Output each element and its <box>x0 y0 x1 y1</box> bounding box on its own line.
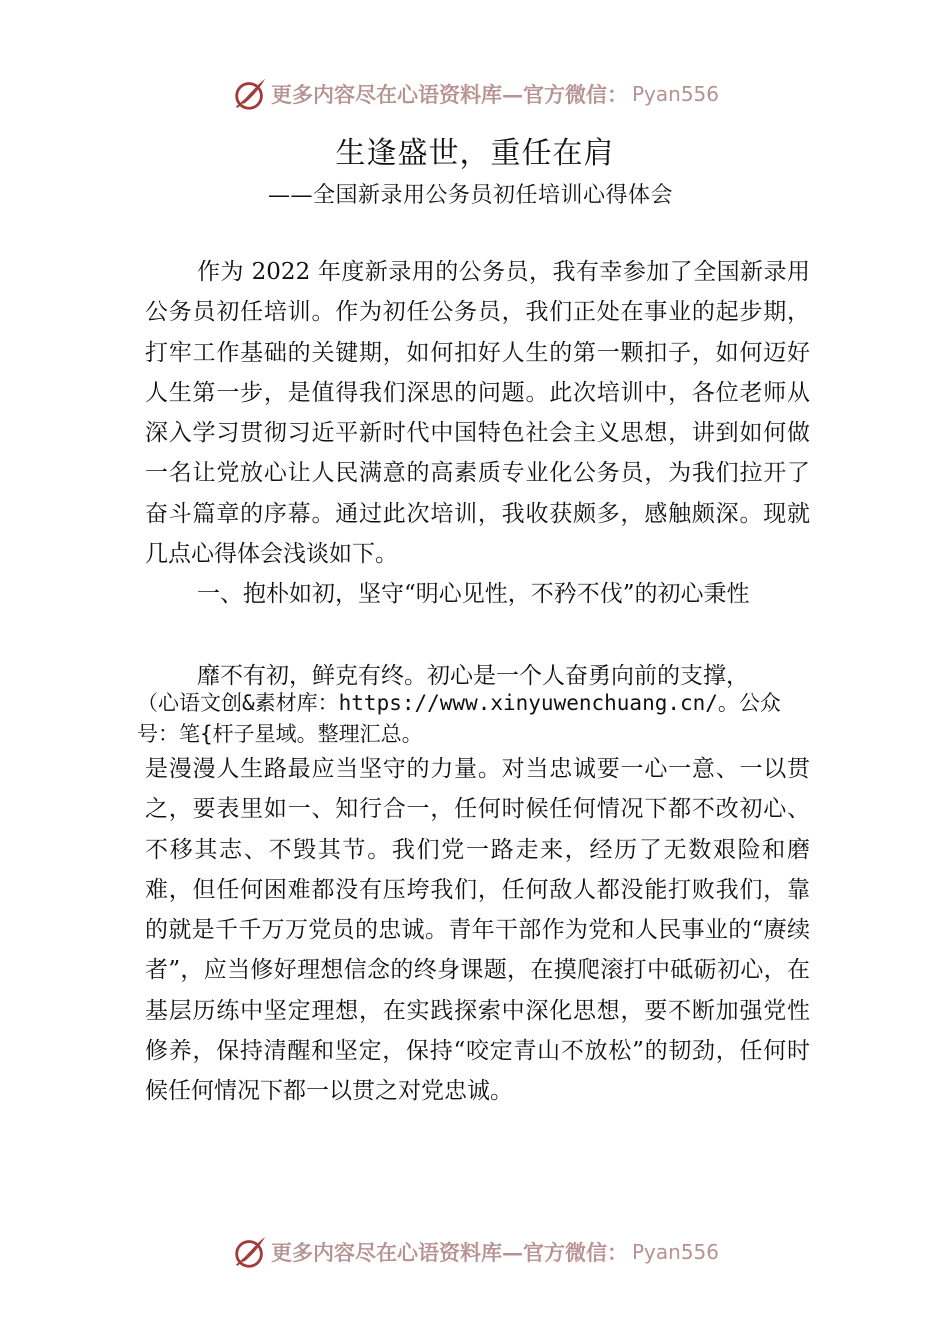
source-note: （心语文创&素材库：https://www.xinyuwenchuang.cn/。公众号：笔{杆子星域。整理汇总。 <box>137 691 781 746</box>
document-subtitle: ——全国新录用公务员初任培训心得体会 <box>268 183 674 208</box>
banner-wechat-id: Pyan556 <box>631 82 719 106</box>
paragraph-2-start: 靡不有初，鲜克有终。初心是一个人奋勇向前的支撑， <box>197 663 749 689</box>
paragraph-intro: 作为 2022 年度新录用的公务员，我有幸参加了全国新录用公务员初任培训。作为初任公务员，我们正处在事业的起步期，打牢工作基础的关键期，如何扣好人生的第一颗扣子，如何迈好人生第一步，是值得我们深思的问题。此次培训中，各位老师从深入学习贯彻习近平新时代中国特色社会主义思想，讲到如何做一名让党放心让人民满意的高素质专业化公务员，为我们拉开了奋斗篇章的序幕。通过此次培训，我收获颇多，感触颇深。现就几点心得体会浅谈如下。 <box>145 259 810 568</box>
body-section-2-rest <box>145 749 810 1112</box>
quill-logo-icon <box>231 1233 269 1271</box>
footer-banner <box>0 1230 950 1274</box>
document-title: 生逢盛世，重任在肩 <box>335 136 615 171</box>
section-heading-1: 一、抱朴如初，坚守“明心见性，不矜不伐”的初心秉性 <box>197 581 750 608</box>
header-banner <box>0 72 950 116</box>
banner-text: 更多内容尽在心语资料库—官方微信： <box>270 1240 628 1265</box>
body-section-1 <box>145 252 810 615</box>
banner-wechat-id: Pyan556 <box>631 1240 719 1264</box>
paragraph-2-rest: 是漫漫人生路最应当坚守的力量。对当忠诚要一心一意、一以贯之，要表里如一、知行合一，任何时候任何情况下都不改初心、不移其志、不毁其节。我们党一路走来，经历了无数艰险和磨难，但任何困难都没有压垮我们，任何敌人都没能打败我们，靠的就是千千万万党员的忠诚。青年干部作为党和人民事业的“赓续者”，应当修好理想信念的终身课题，在摸爬滚打中砥砺初心，在基层历练中坚定理想，在实践探索中深化思想，要不断加强党性修养，保持清醒和坚定，保持“咬定青山不放松”的韧劲，任何时候任何情况下都一以贯之对党忠诚。 <box>145 756 810 1105</box>
banner-text: 更多内容尽在心语资料库—官方微信： <box>270 82 628 107</box>
quill-logo-icon <box>231 75 269 113</box>
